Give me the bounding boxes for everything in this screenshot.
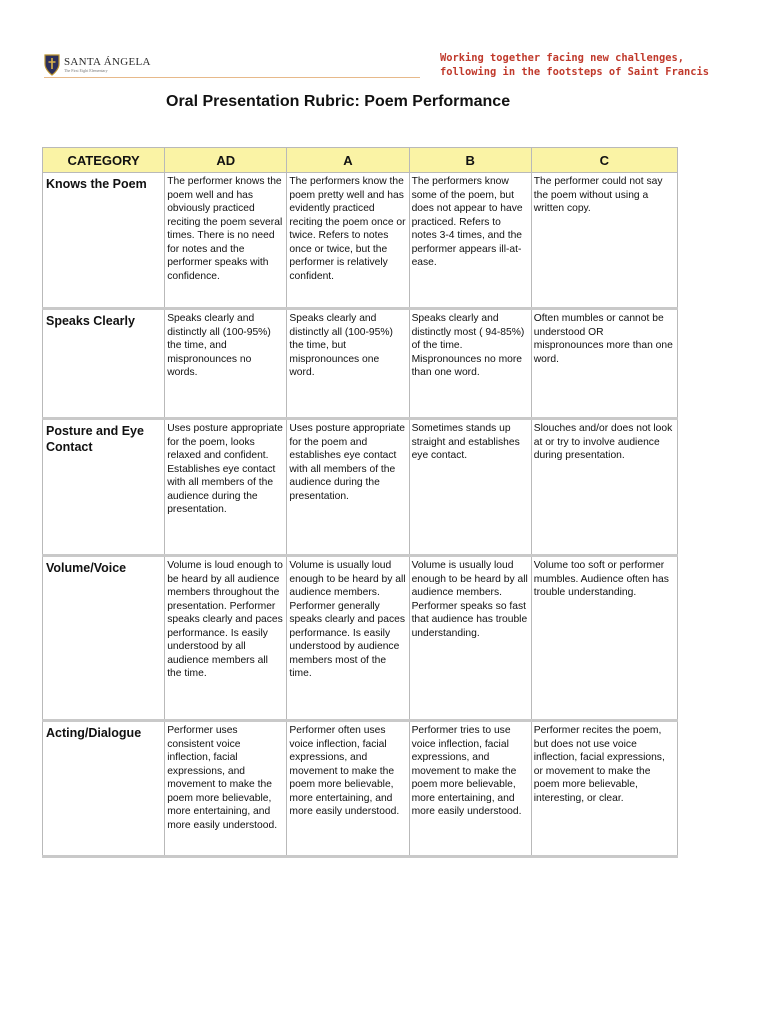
motto-line-1: Working together facing new challenges, [440, 52, 684, 64]
criteria-cell: Volume is usually loud enough to be heard by all audience members. Performer generally speaks clearly and paces performance. Is easily understood by audience members most of the time. [287, 556, 409, 721]
criteria-cell: Performer often uses voice inflection, facial expressions, and movement to make the poem more believable, more entertaining, and more easily understood. [287, 721, 409, 857]
criteria-cell: Often mumbles or cannot be understood OR mispronounces more than one word. [531, 309, 677, 419]
header-divider [44, 77, 420, 78]
table-row [43, 721, 678, 857]
criteria-cell: The performers know some of the poem, but does not appear to have practiced. Refers to notes 3-4 times, and the performer appears ill-at-ease. [409, 173, 531, 309]
criteria-cell: Speaks clearly and distinctly all (100-95%) the time, but mispronounces one word. [287, 309, 409, 419]
table-row [43, 309, 678, 419]
category-cell: Acting/Dialogue [43, 721, 165, 857]
header-b: B [409, 148, 531, 173]
criteria-cell: The performers know the poem pretty well and has evidently practiced reciting the poem once or twice. Refers to notes once or twice, but the performer is relatively confident. [287, 173, 409, 309]
logo-subtitle: The First Eight Elementary [64, 68, 108, 73]
table-row [43, 173, 678, 309]
category-cell: Posture and Eye Contact [43, 419, 165, 556]
criteria-cell: Sometimes stands up straight and establishes eye contact. [409, 419, 531, 556]
crest-icon [44, 54, 60, 76]
table-row [43, 419, 678, 556]
criteria-cell: Performer tries to use voice inflection, facial expressions, and movement to make the poem more believable, more entertaining, and more easily understood. [409, 721, 531, 857]
criteria-cell: Performer recites the poem, but does not use voice inflection, facial expressions, or movement to make the poem more believable, interesting, or clear. [531, 721, 677, 857]
criteria-cell: The performer could not say the poem without using a written copy. [531, 173, 677, 309]
table-row [43, 556, 678, 721]
header-category: CATEGORY [43, 148, 165, 173]
school-logo [44, 54, 151, 76]
criteria-cell: The performer knows the poem well and has obviously practiced reciting the poem several times. There is no need for notes and the performer speaks with confidence. [165, 173, 287, 309]
header-ad: AD [165, 148, 287, 173]
criteria-cell: Volume is loud enough to be heard by all audience members throughout the presentation. Performer speaks clearly and paces performance. Is easily understood by all audience members all the time. [165, 556, 287, 721]
criteria-cell: Volume is usually loud enough to be heard by all audience members. Performer speaks so fast that audience has trouble understanding. [409, 556, 531, 721]
criteria-cell: Speaks clearly and distinctly most ( 94-85%) of the time. Mispronounces no more than one word. [409, 309, 531, 419]
criteria-cell: Speaks clearly and distinctly all (100-95%) the time, and mispronounces no words. [165, 309, 287, 419]
criteria-cell: Performer uses consistent voice inflection, facial expressions, and movement to make the poem more believable, more entertaining, and more easily understood. [165, 721, 287, 857]
document-header [0, 0, 768, 90]
table-header-row [43, 148, 678, 173]
criteria-cell: Volume too soft or performer mumbles. Audience often has trouble understanding. [531, 556, 677, 721]
header-a: A [287, 148, 409, 173]
motto-line-2: following in the footsteps of Saint Francis [440, 66, 709, 78]
logo-name: SANTA ÁNGELA [64, 56, 151, 68]
criteria-cell: Uses posture appropriate for the poem, looks relaxed and confident. Establishes eye contact with all members of the audience during the presentation. [165, 419, 287, 556]
page-title: Oral Presentation Rubric: Poem Performance [166, 93, 511, 110]
rubric-table [42, 147, 678, 858]
category-cell: Speaks Clearly [43, 309, 165, 419]
criteria-cell: Uses posture appropriate for the poem and establishes eye contact with all members of the audience during the presentation. [287, 419, 409, 556]
header-c: C [531, 148, 677, 173]
category-cell: Knows the Poem [43, 173, 165, 309]
category-cell: Volume/Voice [43, 556, 165, 721]
criteria-cell: Slouches and/or does not look at or try to involve audience during presentation. [531, 419, 677, 556]
school-motto [440, 51, 740, 79]
